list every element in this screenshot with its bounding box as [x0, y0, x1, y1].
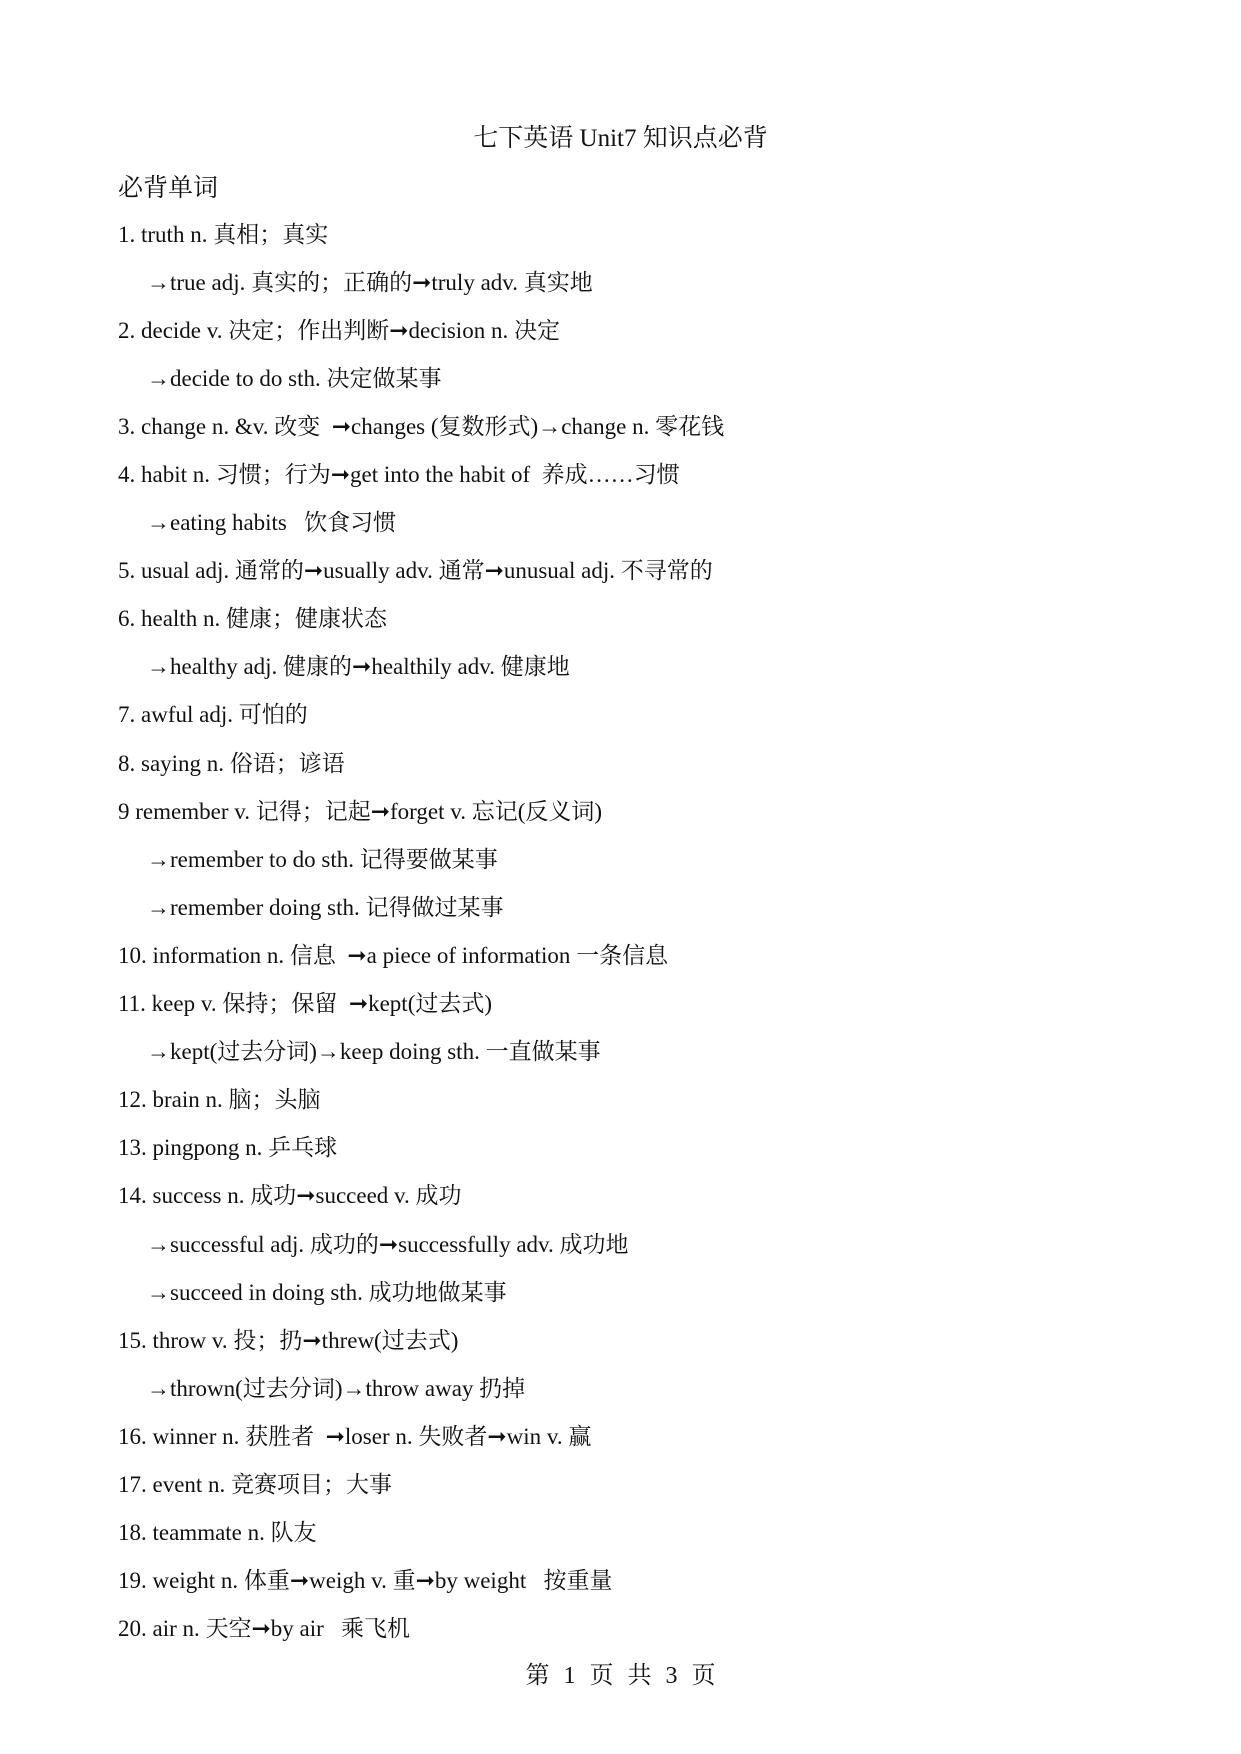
vocab-line: [118, 737, 1178, 785]
section-heading: 必背单词: [118, 173, 219, 202]
vocab-line: [118, 304, 1178, 352]
vocab-line: [118, 1555, 1178, 1603]
vocab-subline: [118, 641, 1178, 689]
vocab-line-text: →eating habits 饮食习惯: [147, 510, 397, 536]
vocab-line-text: →succeed in doing sth. 成功地做某事: [147, 1279, 507, 1305]
vocab-line-text: →decide to do sth. 决定做某事: [147, 365, 442, 391]
vocab-line-text: →remember doing sth. 记得做过某事: [147, 894, 504, 920]
vocab-line-text: 5. usual adj. 通常的➞usually adv. 通常➞unusual adj. 不寻常的: [118, 558, 713, 584]
vocab-line: [118, 1170, 1178, 1218]
vocab-subline: [118, 1218, 1178, 1266]
vocab-line: [118, 929, 1178, 977]
vocab-line-text: 17. event n. 竞赛项目；大事: [118, 1471, 393, 1497]
vocab-line-text: →true adj. 真实的；正确的➞truly adv. 真实地: [147, 269, 593, 295]
vocab-subline: [118, 833, 1178, 881]
vocab-line: [118, 1603, 1178, 1651]
vocab-line-text: 9 remember v. 记得；记起➞forget v. 忘记(反义词): [118, 798, 603, 824]
vocab-subline: [118, 1266, 1178, 1314]
vocab-line: [118, 1314, 1178, 1362]
vocab-subline: [118, 497, 1178, 545]
vocab-line: [118, 448, 1178, 496]
vocab-line: [118, 785, 1178, 833]
vocab-line: [118, 1507, 1178, 1555]
vocab-line: [118, 545, 1178, 593]
vocab-line: [118, 400, 1178, 448]
page-footer: 第 1 页 共 3 页: [525, 1663, 716, 1689]
vocab-line: [118, 1074, 1178, 1122]
vocab-line-text: →healthy adj. 健康的➞healthily adv. 健康地: [147, 654, 570, 680]
vocabulary-list: [118, 208, 1178, 1651]
vocab-line: [118, 689, 1178, 737]
vocab-line-text: 15. throw v. 投；扔➞threw(过去式): [118, 1327, 459, 1353]
vocab-subline: [118, 256, 1178, 304]
vocab-line-text: 8. saying n. 俗语；谚语: [118, 750, 345, 776]
vocab-line: [118, 208, 1178, 256]
vocab-subline: [118, 881, 1178, 929]
vocab-line-text: →kept(过去分词)→keep doing sth. 一直做某事: [147, 1039, 601, 1065]
vocab-subline: [118, 352, 1178, 400]
vocab-line-text: 13. pingpong n. 乒乓球: [118, 1135, 338, 1161]
vocab-line-text: 19. weight n. 体重➞weigh v. 重➞by weight 按重量: [118, 1568, 613, 1594]
vocab-line-text: 7. awful adj. 可怕的: [118, 702, 308, 728]
vocab-line-text: →remember to do sth. 记得要做某事: [147, 846, 498, 872]
vocab-line-text: 12. brain n. 脑；头脑: [118, 1087, 321, 1113]
vocab-line-text: 4. habit n. 习惯；行为➞get into the habit of 养成……习惯: [118, 462, 680, 488]
vocab-line-text: →thrown(过去分词)→throw away 扔掉: [147, 1375, 526, 1401]
vocab-line-text: 6. health n. 健康；健康状态: [118, 606, 387, 632]
vocab-line-text: →successful adj. 成功的➞successfully adv. 成功地: [147, 1231, 629, 1257]
vocab-line: [118, 1458, 1178, 1506]
vocab-line-text: 2. decide v. 决定；作出判断➞decision n. 决定: [118, 317, 560, 343]
vocab-line-text: 16. winner n. 获胜者 ➞loser n. 失败者➞win v. 赢: [118, 1423, 592, 1449]
vocab-line: [118, 1410, 1178, 1458]
vocab-line: [118, 978, 1178, 1026]
vocab-subline: [118, 1362, 1178, 1410]
vocab-line-text: 18. teammate n. 队友: [118, 1520, 317, 1546]
vocab-line-text: 20. air n. 天空➞by air 乘飞机: [118, 1616, 411, 1642]
vocab-line: [118, 593, 1178, 641]
vocab-line-text: 3. change n. &v. 改变 ➞changes (复数形式)→change n. 零花钱: [118, 413, 725, 439]
vocab-subline: [118, 1026, 1178, 1074]
document-title: 七下英语 Unit7 知识点必背: [473, 125, 768, 152]
vocab-line: [118, 1122, 1178, 1170]
vocab-line-text: 11. keep v. 保持；保留 ➞kept(过去式): [118, 991, 493, 1017]
vocab-line-text: 10. information n. 信息 ➞a piece of information 一条信息: [118, 942, 669, 968]
vocab-line-text: 1. truth n. 真相；真实: [118, 221, 329, 247]
vocab-line-text: 14. success n. 成功➞succeed v. 成功: [118, 1183, 462, 1209]
